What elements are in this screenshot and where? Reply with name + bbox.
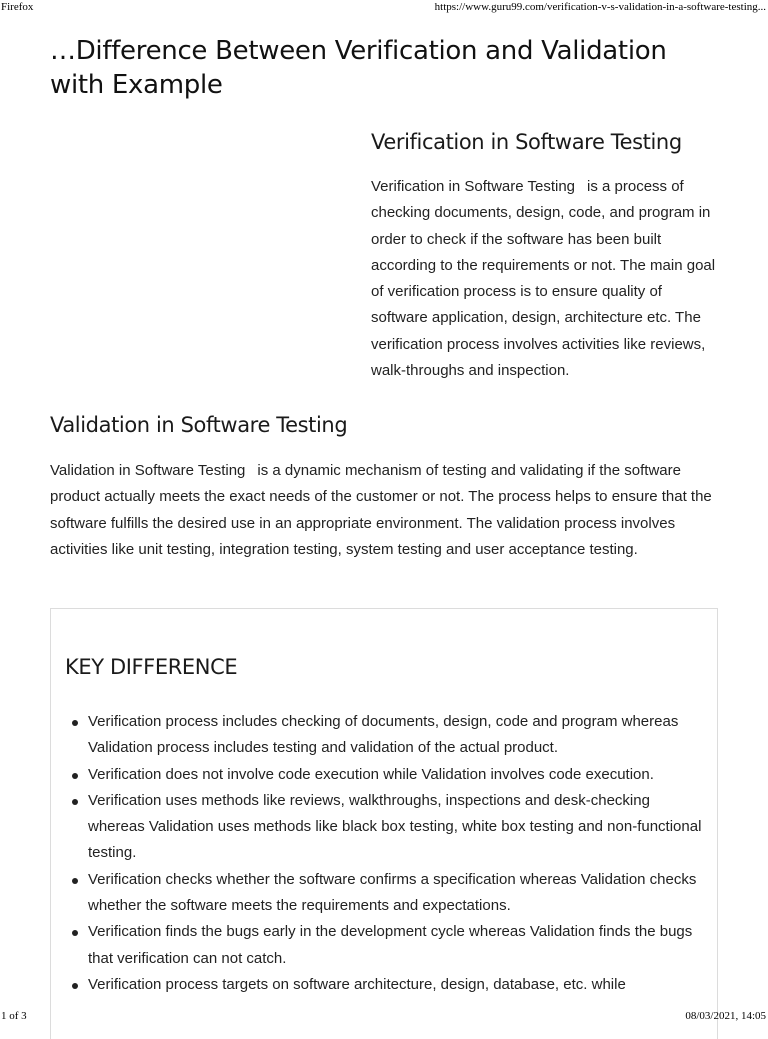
verification-heading: Verification in Software Testing [371,130,682,154]
page-counter: 1 of 3 [1,1010,27,1022]
print-footer [0,1010,768,1024]
bullet-icon [72,720,78,726]
list-item-text: Verification finds the bugs early in the development cycle whereas Validation finds the bugs that verification can not catch. [88,923,693,967]
list-item [88,972,711,998]
list-item-text: Verification process includes checking of documents, design, code and program whereas Validation process includes testing and validation of the actual product. [88,713,679,757]
verification-paragraph [371,174,721,384]
key-difference-box [50,608,718,1039]
verification-body: is a process of checking documents, design, code, and program in order to check if the software has been built according to the requirements or not. The main goal of verification process is to ensure quality of software application, design, architecture etc. The verification process involves activities like reviews, walk-throughs and inspection. [371,178,716,380]
list-item-text: Verification uses methods like reviews, walkthroughs, inspections and desk-checking whereas Validation uses methods like black box testing, white box testing and non-functional testing. [88,791,702,862]
validation-body: is a dynamic mechanism of testing and validating if the software product actually meets the exact needs of the customer or not. The process helps to ensure that the software fulfills the desired use in an appropriate environment. The validation process involves activities like unit testing, integration testing, system testing and user acceptance testing. [50,462,712,558]
bullet-icon [72,773,78,779]
key-difference-list [51,709,711,998]
print-header [0,0,768,16]
validation-heading: Validation in Software Testing [50,413,348,437]
list-item [88,919,711,972]
print-header-url: https://www.guru99.com/verification-v-s-validation-in-a-software-testing... [434,1,766,13]
key-difference-heading: KEY DIFFERENCE [65,655,238,679]
list-item [88,762,711,788]
bullet-icon [72,799,78,805]
bullet-icon [72,878,78,884]
list-item [88,788,711,867]
bullet-icon [72,983,78,989]
validation-term: Validation in Software Testing [50,462,246,479]
list-item-text: Verification does not involve code execution while Validation involves code execution. [88,765,654,783]
bullet-icon [72,930,78,936]
page-title: …Difference Between Verification and Validation with Example [50,36,667,100]
list-item-text: Verification process targets on software architecture, design, database, etc. while [88,975,626,993]
verification-term: Verification in Software Testing [371,178,576,195]
validation-paragraph [50,458,720,563]
print-header-browser-name: Firefox [1,1,34,13]
print-timestamp: 08/03/2021, 14:05 [685,1010,766,1022]
list-item-text: Verification checks whether the software confirms a specification whereas Validation checks whether the software meets the requirements and expectations. [88,870,697,915]
list-item [88,867,711,920]
list-item [88,709,711,762]
